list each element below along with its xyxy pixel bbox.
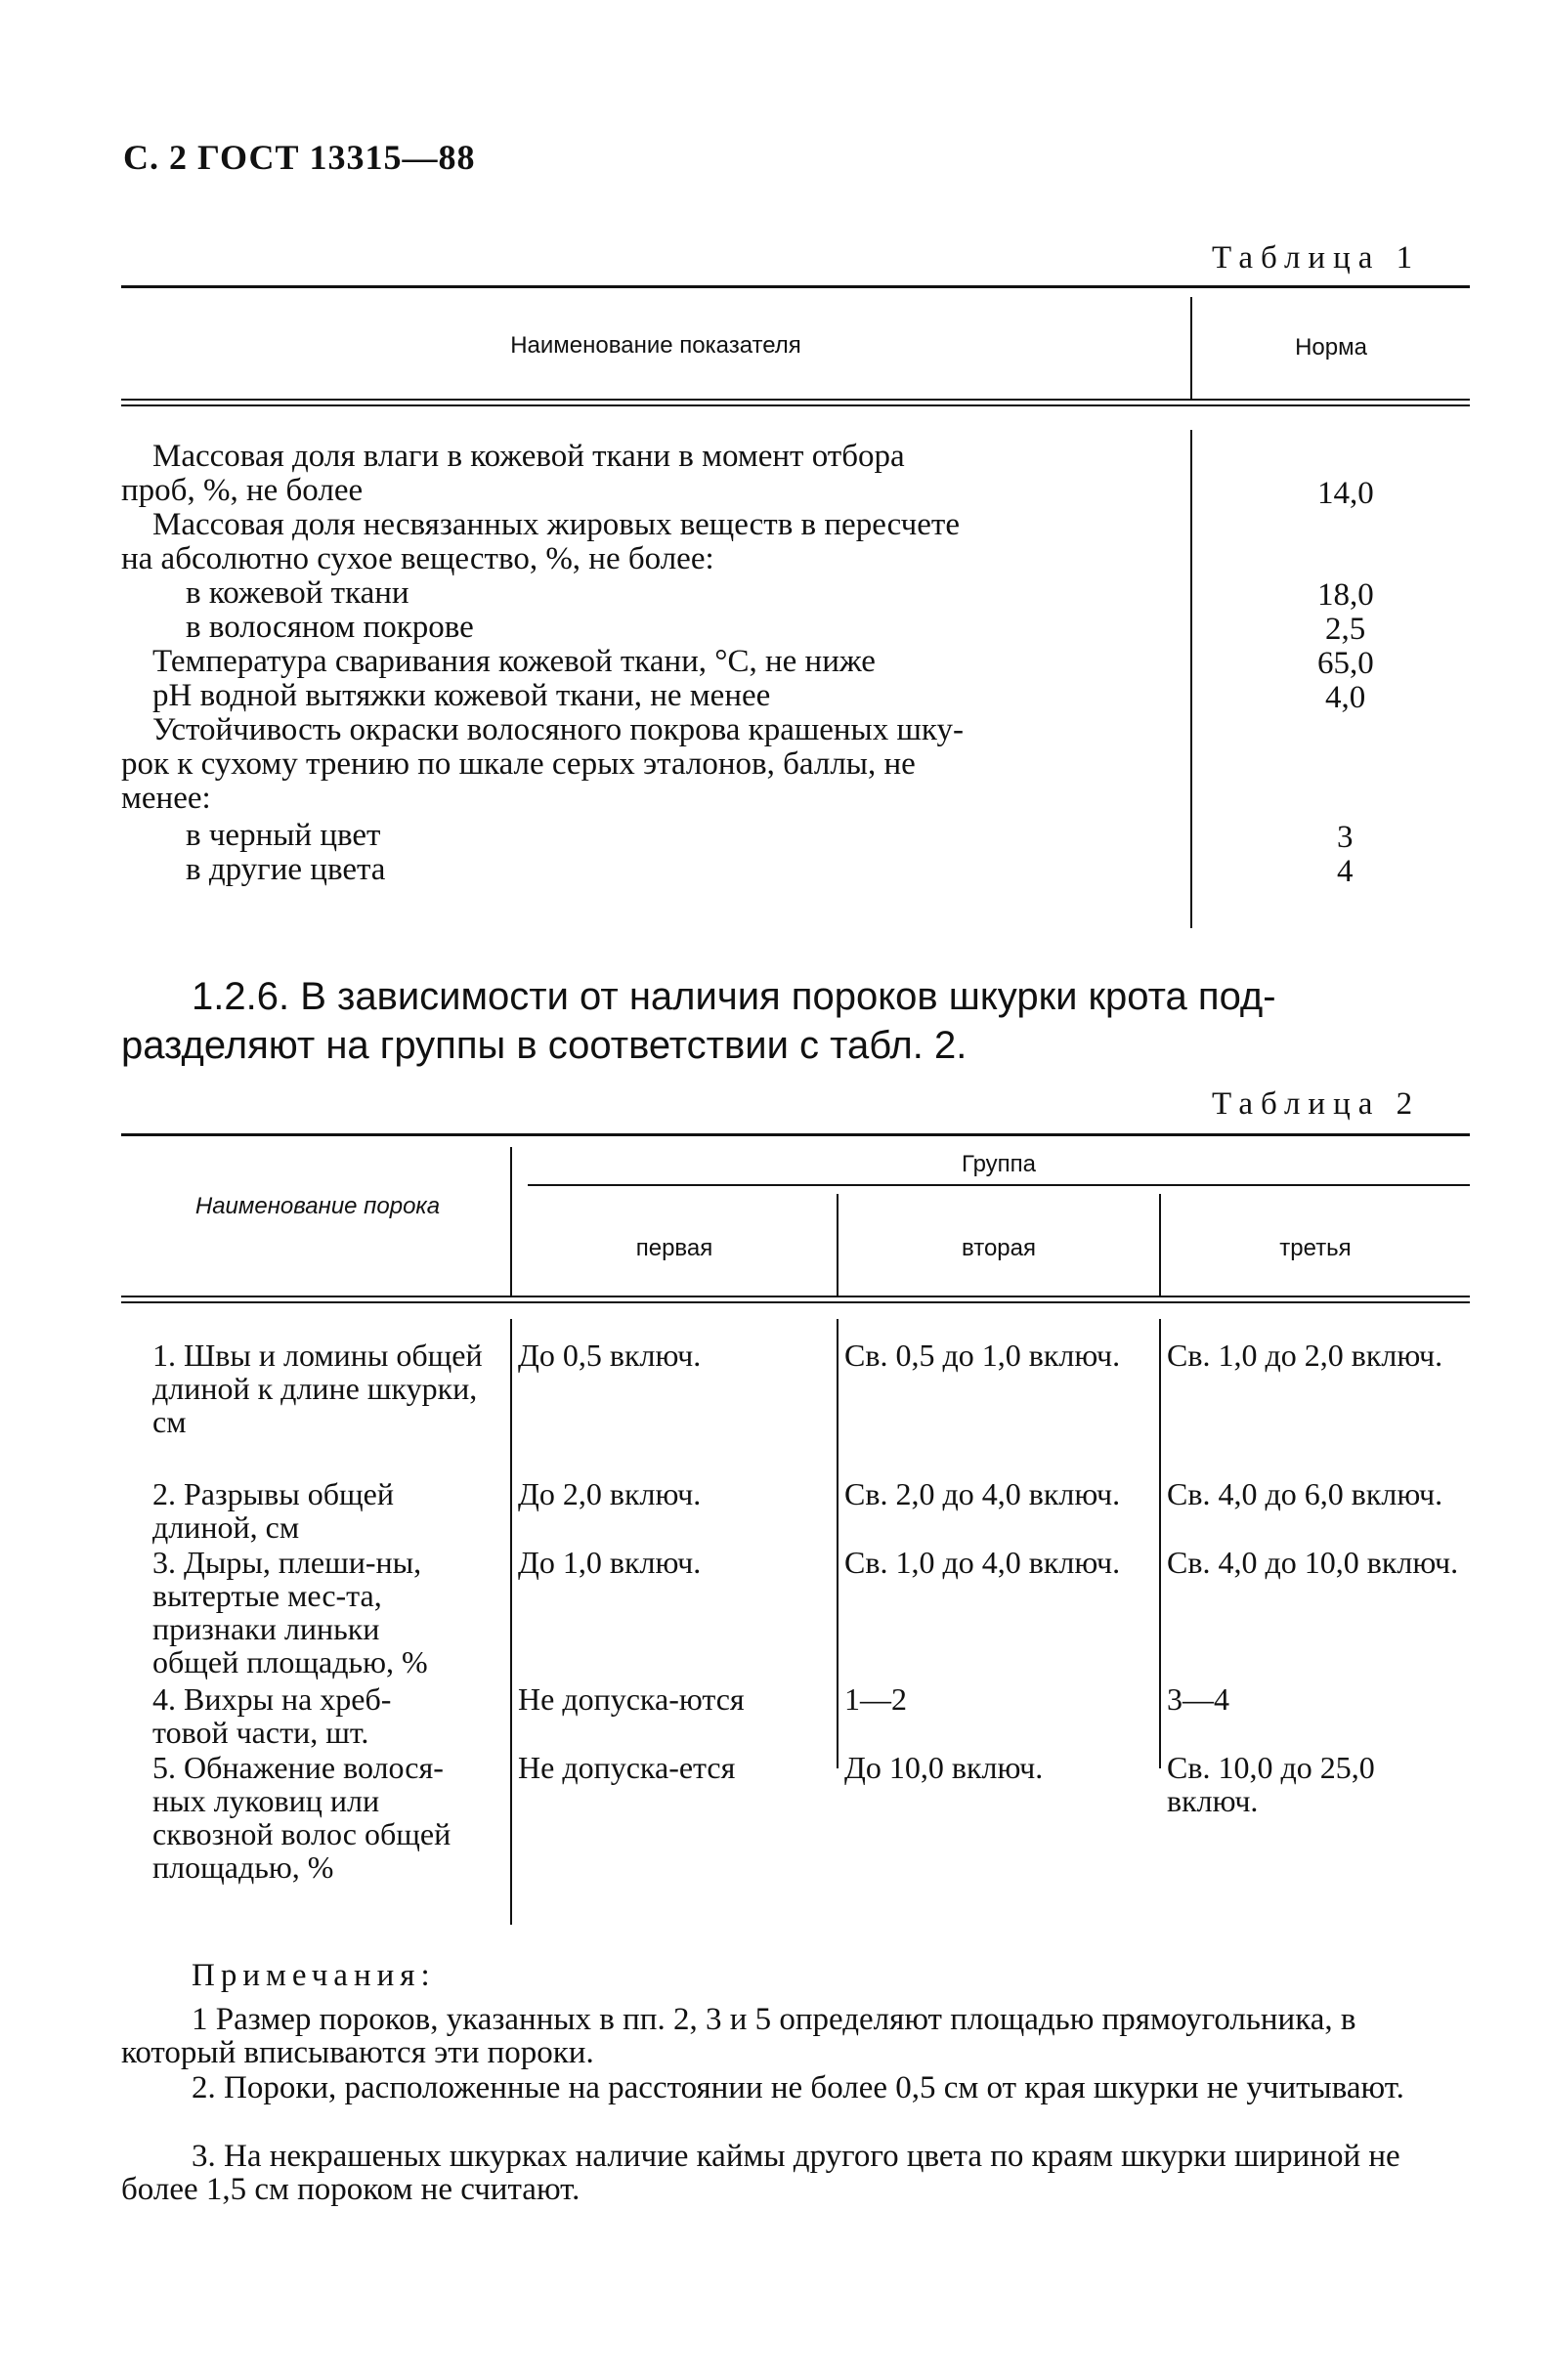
table2-col-name: Наименование порока <box>194 1193 441 1219</box>
table2-row-g3: Св. 4,0 до 10,0 включ. <box>1167 1545 1459 1580</box>
table2-row-name: 5. Обнажение волося-ных луковиц или сквозной волос общей площадью, % <box>152 1750 452 1885</box>
table2-group-first: первая <box>635 1235 713 1261</box>
table2-body-divider-g23 <box>1159 1319 1161 1768</box>
table1-row-text: Устойчивость окраски волосяного покрова крашеных шку- <box>152 712 964 747</box>
table2-top-rule <box>121 1133 1470 1136</box>
table2-row-g1: Не допуска-ются <box>518 1681 745 1717</box>
table1-body-divider <box>1190 430 1192 928</box>
table1-row-value: 4 <box>1337 854 1354 889</box>
table1-top-rule <box>121 285 1470 288</box>
table2-row-g2: До 10,0 включ. <box>844 1750 1044 1785</box>
table1-row-text: на абсолютно сухое вещество, %, не более: <box>121 541 714 576</box>
table1-row-text: рН водной вытяжки кожевой ткани, не менее <box>152 678 771 713</box>
table2-group-header: Группа <box>961 1151 1037 1177</box>
table1-row-text: в кожевой ткани <box>186 575 409 611</box>
table1-row-text: в другие цвета <box>186 852 386 887</box>
table2-row-name: 3. Дыры, плеши-ны, вытертые мес-та, признаки линьки общей площадью, % <box>152 1545 428 1679</box>
table1-row-text: в черный цвет <box>186 818 381 853</box>
table2-body-divider-main <box>510 1319 512 1925</box>
table2-row-g2: Св. 1,0 до 4,0 включ. <box>844 1545 1121 1580</box>
table2-row-g2: 1—2 <box>844 1681 907 1717</box>
table1-row-text: Массовая доля влаги в кожевой ткани в момент отбора <box>152 439 905 474</box>
note-item: 3. На некрашеных шкурках наличие каймы другого цвета по краям шкурки шириной не более 1,5 см пороком не считают. <box>121 2139 1400 2207</box>
table2-header-rule-2 <box>121 1301 1470 1303</box>
table2-row-g3: Св. 1,0 до 2,0 включ. <box>1167 1338 1443 1373</box>
table1-row-value: 2,5 <box>1325 612 1366 647</box>
note-item: 1 Размер пороков, указанных в пп. 2, 3 и 5 определяют площадью прямоугольника, в который вписываются эти пороки. <box>121 2002 1356 2070</box>
table2-header-divider-main <box>510 1147 512 1296</box>
table2-row-g2: Св. 2,0 до 4,0 включ. <box>844 1476 1121 1511</box>
table1-row-text: проб, %, не более <box>121 473 364 508</box>
table2-row-name: 4. Вихры на хреб-товой части, шт. <box>152 1681 392 1750</box>
table2-header-rule <box>121 1296 1470 1297</box>
table2-body-divider-g12 <box>837 1319 838 1768</box>
table2-row-g1: До 0,5 включ. <box>518 1338 702 1373</box>
table1-row-text: менее: <box>121 781 211 816</box>
table2-row-name: 1. Швы и ломины общей длиной к длине шкурки, см <box>152 1338 483 1439</box>
table1-caption: Таблица 1 <box>1212 240 1421 276</box>
table2-group-third: третья <box>1279 1235 1352 1261</box>
table2-group-rule <box>528 1184 1470 1186</box>
table1-row-text: в волосяном покрове <box>186 610 474 645</box>
table1-row-value: 65,0 <box>1317 646 1374 681</box>
table2-row-g1: Не допуска-ется <box>518 1750 736 1785</box>
table2-row-g3: Св. 4,0 до 6,0 включ. <box>1167 1476 1443 1511</box>
note-item: 2. Пороки, расположенные на расстоянии не более 0,5 см от края шкурки не учитывают. <box>192 2070 1404 2105</box>
table1-row-text: Температура сваривания кожевой ткани, °С, не ниже <box>152 644 876 679</box>
table2-group-second: вторая <box>962 1235 1036 1261</box>
table1-row-value: 3 <box>1337 820 1354 855</box>
section-paragraph-line2: разделяют на группы в соответствии с табл. 2. <box>121 1024 968 1067</box>
table1-header-rule <box>121 399 1470 401</box>
table1-row-text: Массовая доля несвязанных жировых веществ в пересчете <box>152 507 960 542</box>
table1-row-value: 14,0 <box>1317 476 1374 511</box>
table2-row-g3: Св. 10,0 до 25,0 включ. <box>1167 1750 1375 1818</box>
table1-row-value: 18,0 <box>1317 577 1374 613</box>
notes-title: Примечания: <box>192 1958 436 1993</box>
table1-col-norm: Норма <box>1295 334 1367 361</box>
table2-caption: Таблица 2 <box>1212 1086 1421 1122</box>
table1-row-text: рок к сухому трению по шкале серых эталонов, баллы, не <box>121 746 916 782</box>
table2-row-g1: До 2,0 включ. <box>518 1476 702 1511</box>
table2-row-name: 2. Разрывы общей длиной, см <box>152 1476 394 1545</box>
page-header: С. 2 ГОСТ 13315—88 <box>123 138 476 177</box>
table2-row-g2: Св. 0,5 до 1,0 включ. <box>844 1338 1121 1373</box>
table2-row-g1: До 1,0 включ. <box>518 1545 702 1580</box>
table1-header-rule-2 <box>121 404 1470 406</box>
table2-row-g3: 3—4 <box>1167 1681 1229 1717</box>
table1-row-value: 4,0 <box>1325 680 1366 715</box>
table1-col-name: Наименование показателя <box>510 332 801 359</box>
section-paragraph-line1: 1.2.6. В зависимости от наличия пороков шкурки крота под- <box>192 975 1276 1018</box>
